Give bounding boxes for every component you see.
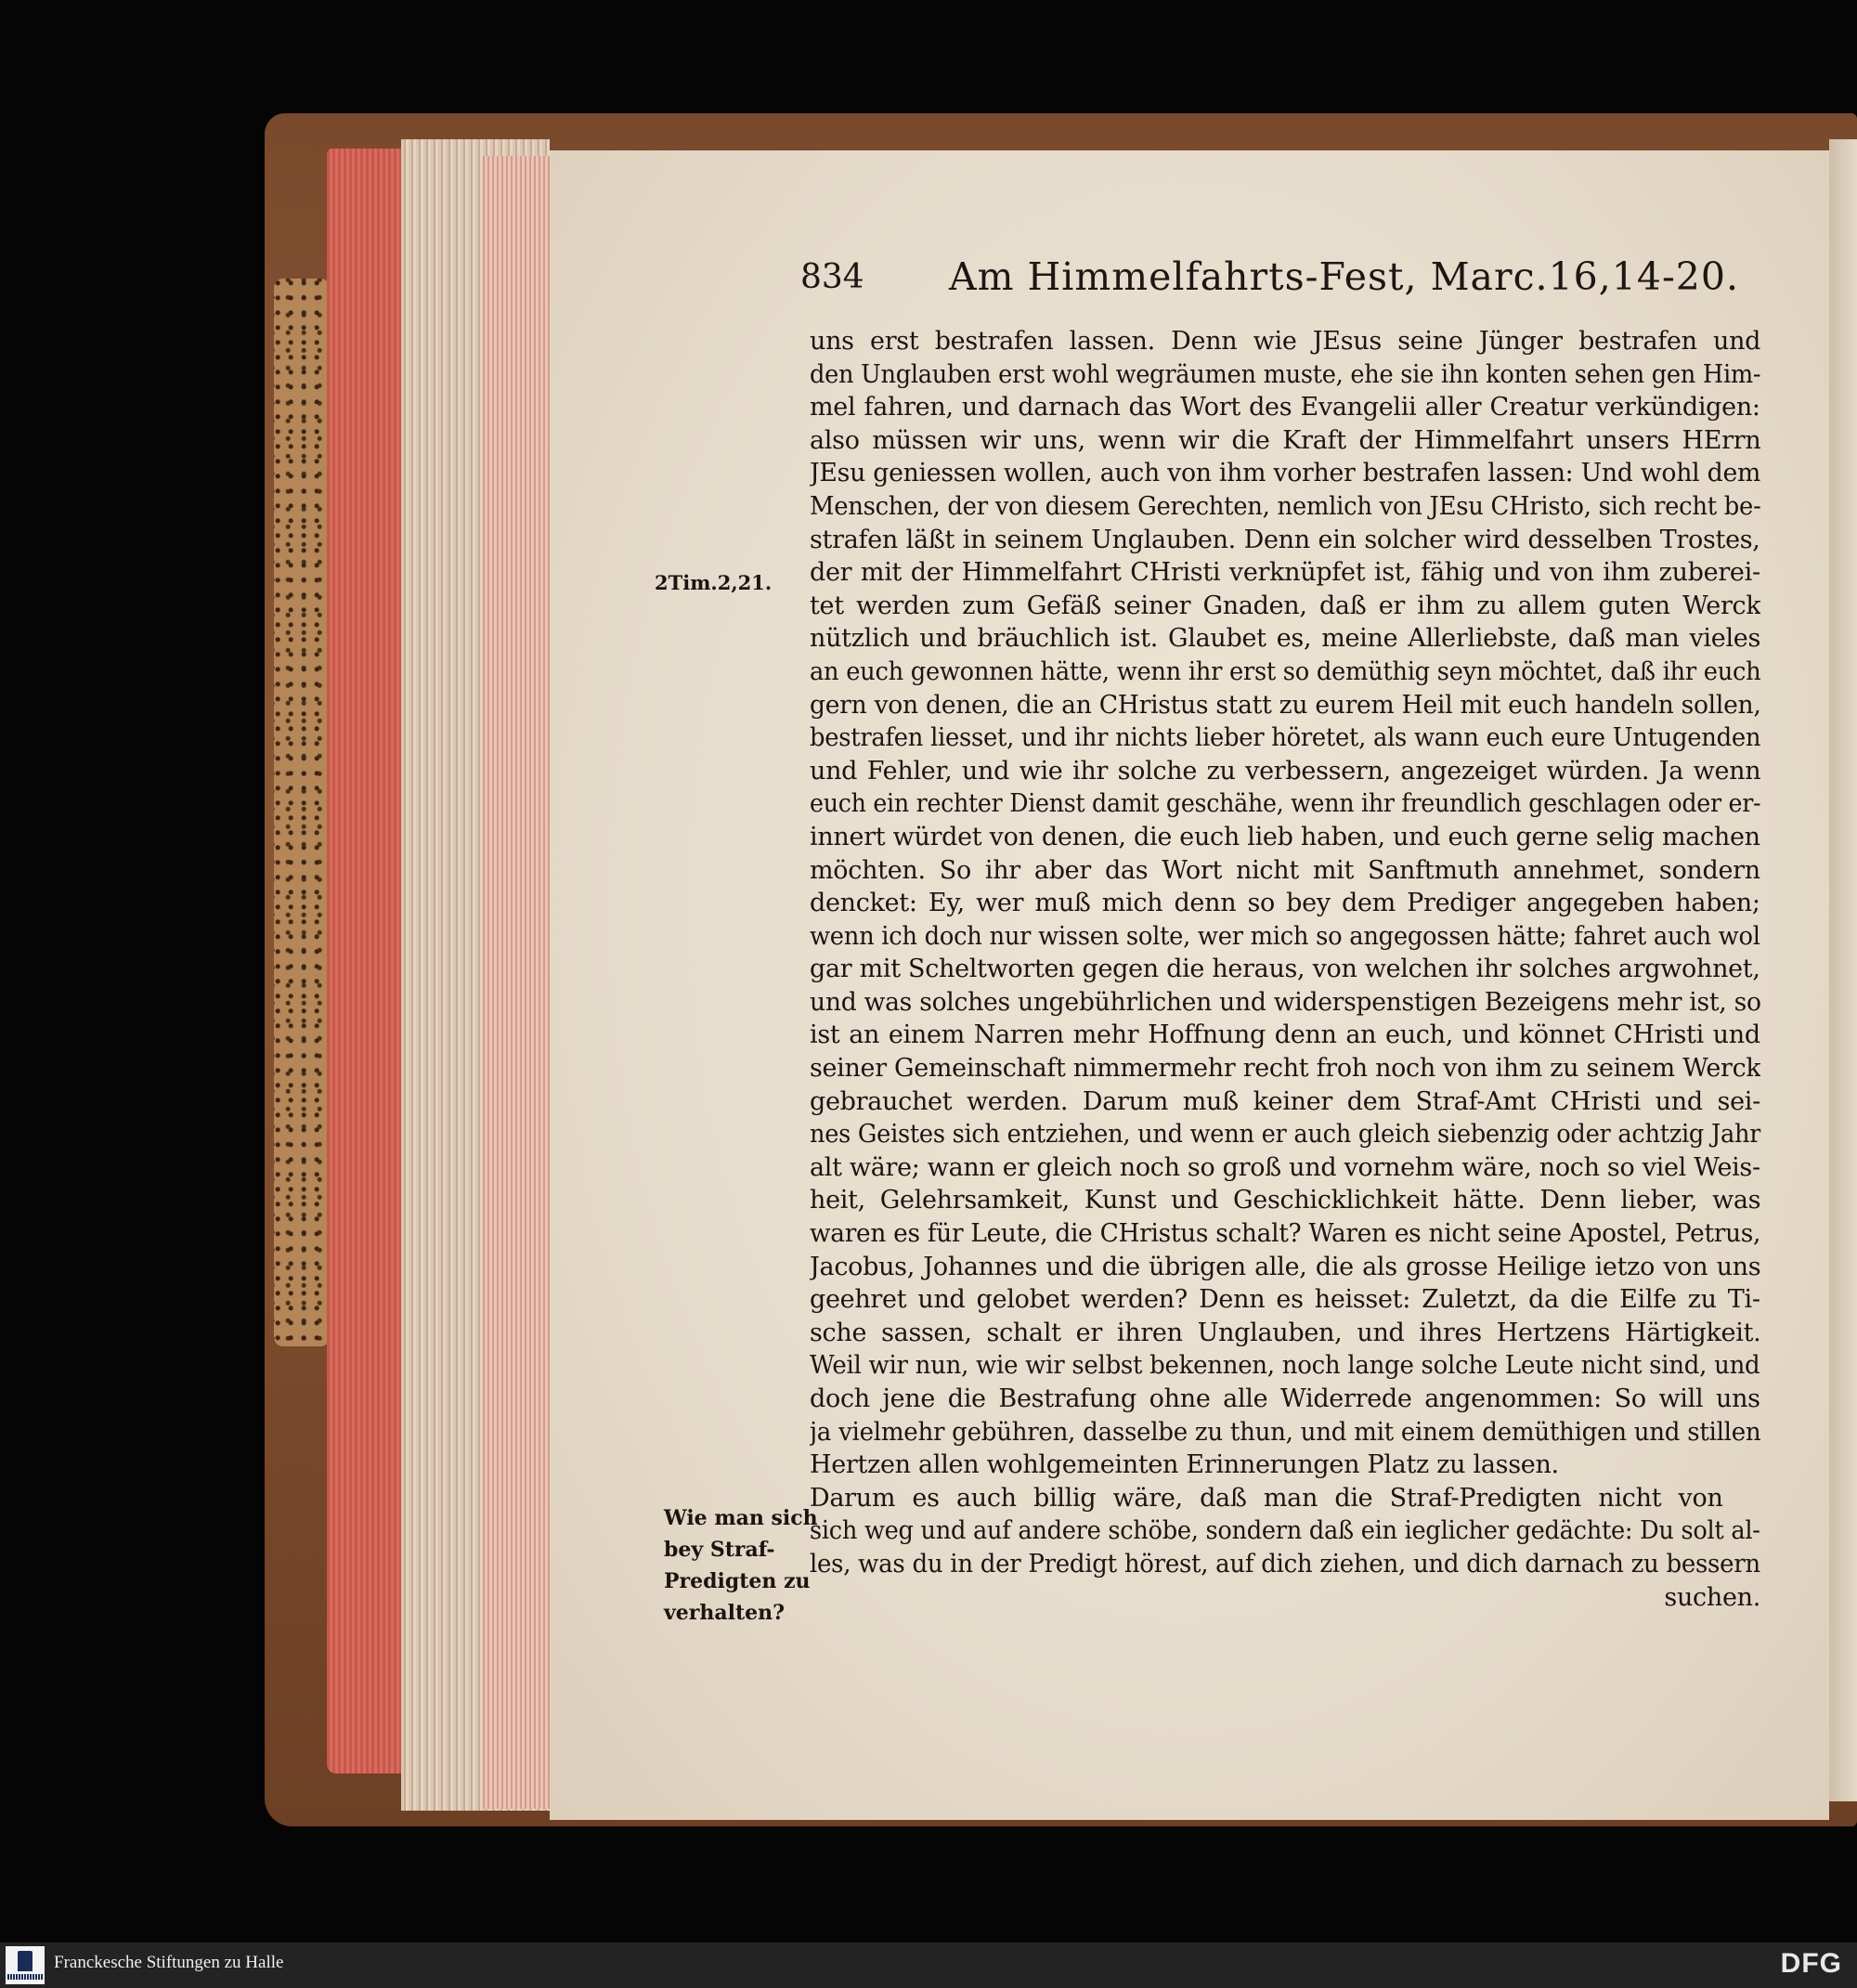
body-line: ja vielmehr gebühren, dasselbe zu thun, und mit einem demüthigen und stillen [810,1417,1761,1447]
body-line: gar mit Scheltworten gegen die heraus, von welchen ihr solches argwohnet, [810,955,1760,984]
dfg-logo[interactable]: DFG [1780,1948,1842,1979]
body-line: wenn ich doch nur wissen solte, wer mich so angegossen hätte; fahret auch wol [810,921,1760,951]
body-line: alt wäre; wann er gleich noch so groß und vornehm wäre, noch so viel Weis- [810,1152,1760,1182]
institution-name[interactable]: Franckesche Stiftungen zu Halle [54,1953,284,1972]
body-line: nes Geistes sich entziehen, und wenn er auch gleich siebenzig oder achtzig Jahr [810,1120,1761,1150]
body-line: les, was du in der Predigt hörest, auf dich ziehen, und dich darnach zu bessern [810,1549,1760,1579]
cover-edge [274,279,330,1346]
body-line: gebrauchet werden. Darum muß keiner dem Straf-Amt CHristi und sei- [810,1086,1760,1116]
body-line: möchten. So ihr aber das Wort nicht mit Sanftmuth annehmet, sondern [810,855,1760,885]
building-icon [18,1951,32,1971]
red-page-edge [327,149,401,1774]
body-line: Menschen, der von diesem Gerechten, nemlich von JEsu CHristo, sich recht be- [810,491,1761,521]
body-line: und Fehler, und wie ihr solche zu verbessern, angezeiget würden. Ja wenn [810,756,1760,786]
margin-reference: 2Tim.2,21. [655,571,773,594]
institution-logo[interactable] [6,1946,45,1984]
footer-bar [0,1943,1857,1988]
running-title: Am Himmelfahrts-Fest, Marc.16,14-20. [949,254,1740,299]
page-number: 834 [800,258,864,296]
body-line: nützlich und bräuchlich ist. Glaubet es, meine Allerliebste, daß man vieles [810,624,1760,654]
side-heading-line: Wie man sich [664,1506,818,1530]
body-line: uns erst bestrafen lassen. Denn wie JEsus seine Jünger bestrafen und [810,327,1760,356]
side-heading-line: bey Straf- [664,1538,775,1562]
body-line: innert würdet von denen, die euch lieb haben, und euch gerne selig machen [810,822,1760,851]
running-head [800,249,1740,305]
side-heading-line: Predigten zu [664,1569,811,1593]
body-line: strafen läßt in seinem Unglauben. Denn ein solcher wird desselben Trostes, [810,525,1760,554]
body-line: dencket: Ey, wer muß mich denn so bey dem Prediger angegeben haben; [810,889,1760,918]
body-line: waren es für Leute, die CHristus schalt? Waren es nicht seine Apostel, Petrus, [810,1219,1760,1249]
body-line: mel fahren, und darnach das Wort des Evangelii aller Creatur verkündigen: [810,393,1760,422]
body-line: den Unglauben erst wohl wegräumen muste, ehe sie ihn konten sehen gen Him- [810,359,1761,389]
body-line: seiner Gemeinschaft nimmermehr recht froh noch von ihm zu seinem Werck [810,1054,1760,1084]
body-line: JEsu geniessen wollen, auch von ihm vorher bestrafen lassen: Und wohl dem [810,459,1760,488]
body-line: der mit der Himmelfahrt CHristi verknüpfet ist, fähig und von ihm zuberei- [810,558,1760,588]
body-line: gern von denen, die an CHristus statt zu eurem Heil mit euch handeln sollen, [810,690,1761,720]
body-line: sche sassen, schalt er ihren Unglauben, und ihres Hertzens Härtigkeit. [810,1318,1760,1347]
body-text [810,325,1760,1614]
body-line: suchen. [1664,1582,1760,1612]
side-heading-line: verhalten? [664,1601,786,1625]
body-line: Jacobus, Johannes und die übrigen alle, die als grosse Heilige ietzo von uns [810,1252,1760,1281]
body-line: sich weg und auf andere schöbe, sondern daß ein ieglicher gedächte: Du solt al- [810,1516,1760,1546]
body-line: also müssen wir uns, wenn wir die Kraft der Himmelfahrt unsers HErrn [810,425,1760,455]
body-line: ist an einem Narren mehr Hoffnung denn an euch, und könnet CHristi und [810,1020,1760,1050]
facing-page-edge [1829,139,1857,1801]
body-line: bestrafen liesset, und ihr nichts lieber höretet, als wann euch eure Untugenden [810,723,1760,753]
body-line: an euch gewonnen hätte, wenn ihr erst so demüthig seyn möchtet, daß ihr euch [810,656,1761,686]
page-stack-edge [483,156,550,1809]
margin-side-heading [664,1502,818,1629]
body-line: Darum es auch billig wäre, daß man die Straf-Predigten nicht von [810,1483,1723,1513]
body-line: Hertzen allen wohlgemeinten Erinnerungen Platz zu lassen. [810,1450,1559,1480]
body-line: doch jene die Bestrafung ohne alle Widerrede angenommen: So will uns [810,1384,1760,1413]
body-line: heit, Gelehrsamkeit, Kunst und Geschicklichkeit hätte. Denn lieber, was [810,1186,1760,1215]
body-line: geehret und gelobet werden? Denn es heisset: Zuletzt, da die Eilfe zu Ti- [810,1285,1760,1315]
body-line: und was solches ungebührlichen und widerspenstigen Bezeigens mehr ist, so [810,987,1761,1017]
body-line: tet werden zum Gefäß seiner Gnaden, daß er ihm zu allem guten Werck [810,591,1760,620]
logo-wordmark [7,1974,43,1980]
body-line: euch ein rechter Dienst damit geschähe, wenn ihr freundlich geschlagen oder er- [810,789,1761,819]
body-line: Weil wir nun, wie wir selbst bekennen, noch lange solche Leute nicht sind, und [810,1351,1760,1381]
